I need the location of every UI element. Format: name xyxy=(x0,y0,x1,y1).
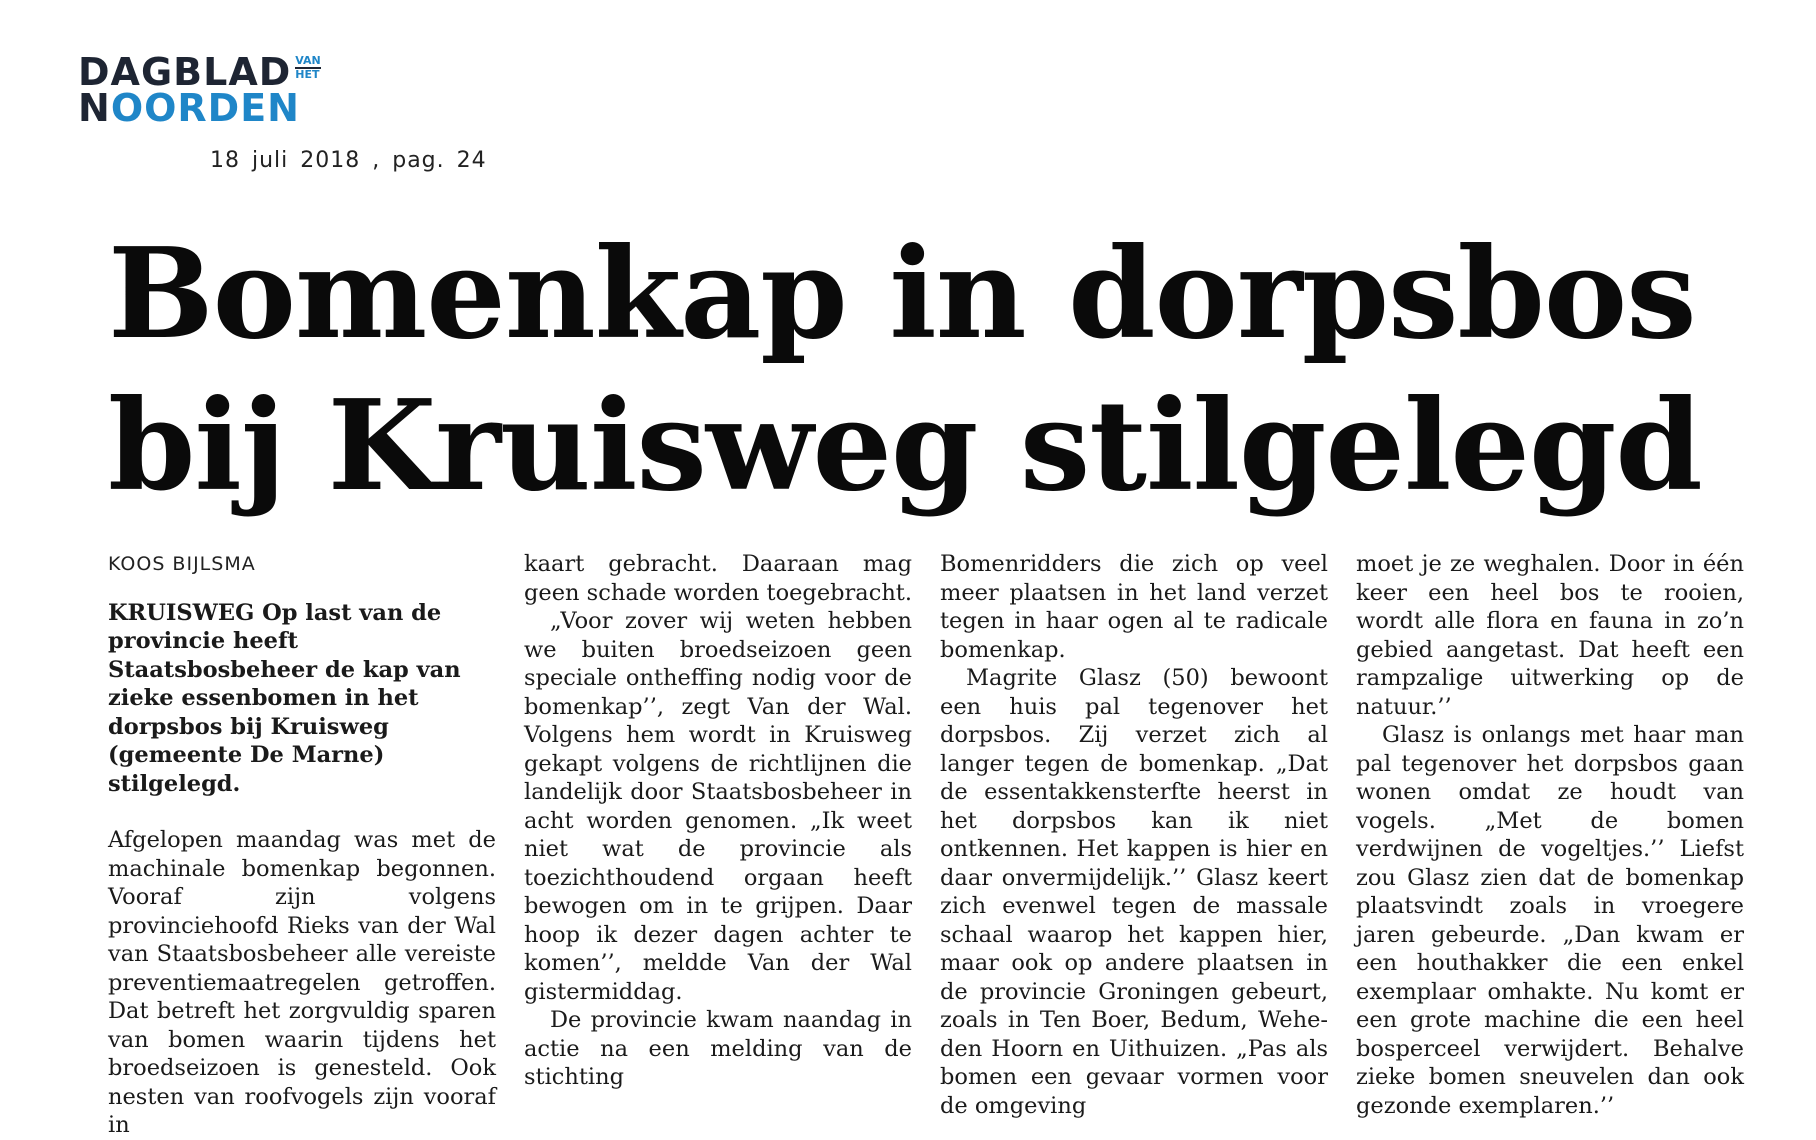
article-lead: KRUISWEG Op last van de provincie heeft Staatsbosbeheer de kap van zieke essenbomen in het dorpsbos bij Kruisweg (gemeente De Marne) stilgelegd. xyxy=(108,599,461,797)
paragraph: moet je ze weghalen. Door in één keer een heel bos te rooien, wordt alle flora en fauna in zo’n gebied aangetast. Dat heeft een rampzalige uitwerking op de natuur.’’ xyxy=(1356,551,1744,720)
masthead-logo xyxy=(78,50,321,130)
paragraph: „Voor zover wij weten hebben we buiten broedseizoen geen speciale ontheffing nodig voor de bomenkap’’, zegt Van der Wal. Volgens hem wordt in Kruisweg gekapt volgens de richtlijnen die landelijk door Staatsbosbeheer in acht worden genomen. „Ik weet niet wat de provincie als toezichthoudend orgaan heeft bewogen om in te grijpen. Daar hoop ik dezer dagen achter te komen’’, meldde Van der Wal gistermiddag. xyxy=(524,608,912,1005)
paragraph: Bomenridders die zich op veel meer plaatsen in het land verzet tegen in haar ogen al te radicale bomenkap. xyxy=(940,551,1328,663)
logo-van-het xyxy=(295,56,321,80)
paragraph: Magrite Glasz (50) bewoont een huis pal tegenover het dorpsbos. Zij verzet zich al langer tegen de bomenkap. „Dat de essentakkensterfte heerst in het dorpsbos kan ik niet ontkennen. Het kappen is hier en daar onvermijdelijk.’’ Glasz keert zich evenwel tegen de massale schaal waarop het kappen hier, maar ook op andere plaatsen in de provincie Groningen gebeurt, zoals in Ten Boer, Bedum, Wehe-den Hoorn en Uithuizen. „Pas als bomen een gevaar vormen voor de omgeving xyxy=(940,665,1328,1119)
paragraph: Afgelopen maandag was met de machinale bomenkap begonnen. Vooraf zijn volgens provinciehoofd Rieks van der Wal van Staatsbosbeheer alle vereiste preventiemaatregelen getroffen. Dat betreft het zorgvuldig sparen van bomen waarin tijdens het broedseizoen is genesteld. Ook nesten van roofvogels zijn vooraf in xyxy=(108,827,496,1138)
article-column-4 xyxy=(1356,550,1744,1120)
paragraph: De provincie kwam naandag in actie na een melding van de stichting xyxy=(524,1007,912,1090)
headline-line-1: Bomenkap in dorpsbos xyxy=(108,221,1696,367)
logo-het: HET xyxy=(295,68,320,81)
byline: KOOS BIJLSMA xyxy=(108,553,256,575)
paragraph: kaart gebracht. Daaraan mag geen schade worden toegebracht. xyxy=(524,551,913,606)
headline-line-2: bij Kruisweg stilgelegd xyxy=(108,373,1702,519)
logo-word-oorden: OORDEN xyxy=(110,86,300,130)
article-column-1 xyxy=(108,550,496,1140)
paragraph: Glasz is onlangs met haar man pal tegenover het dorpsbos gaan wonen omdat ze houdt van vogels. „Met de bomen verdwijnen de vogeltjes.’’ Liefst zou Glasz zien dat de bomenkap plaatsvindt zoals in vroegere jaren gebeurde. „Dan kwam er een houthakker die een enkel exemplaar omhakte. Nu komt er een grote machine die een heel bosperceel verwijdert. Behalve zieke bomen sneuvelen dan ook gezonde exemplaren.’’ xyxy=(1356,722,1744,1119)
logo-word-dagblad: DAGBLAD xyxy=(78,50,292,94)
logo-van: VAN xyxy=(295,54,321,67)
logo-line-1 xyxy=(78,50,321,94)
article-headline xyxy=(108,218,1748,522)
logo-letter-n: N xyxy=(78,86,111,130)
article-column-3 xyxy=(940,550,1328,1120)
article-column-2 xyxy=(524,550,912,1092)
logo-line-2 xyxy=(78,86,321,130)
publication-date: 18 juli 2018 , pag. 24 xyxy=(210,148,487,173)
